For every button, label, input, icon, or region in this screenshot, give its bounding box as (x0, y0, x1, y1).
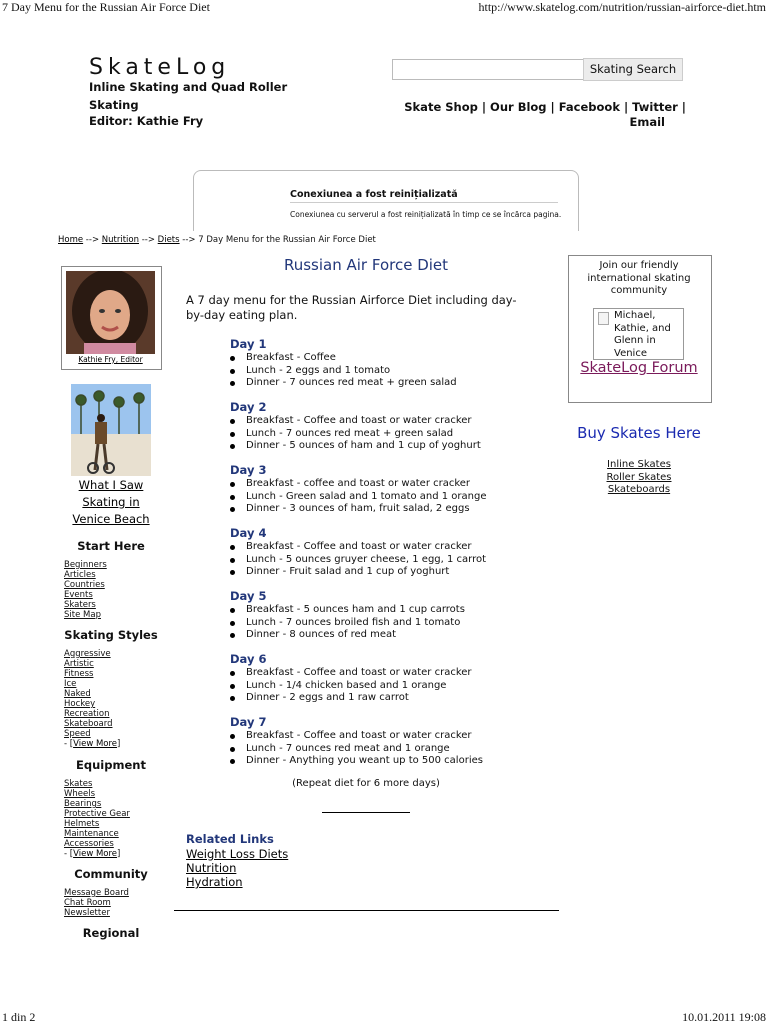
meal-item: Dinner - Anything you weant up to 500 calories (230, 755, 550, 768)
menu-item-wheels[interactable]: Wheels (64, 789, 96, 799)
day-heading: Day 6 (230, 652, 267, 666)
breadcrumb-nutrition[interactable]: Nutrition (101, 235, 139, 245)
print-page-number: 1 din 2 (2, 1010, 36, 1024)
day-heading: Day 2 (230, 400, 267, 414)
meal-item: Lunch - 7 ounces broiled fish and 1 tomato (230, 617, 550, 630)
top-nav-line2[interactable]: Email (629, 115, 665, 129)
menu-item-hockey[interactable]: Hockey (64, 699, 96, 709)
menu-item-site-map[interactable]: Site Map (64, 610, 101, 620)
meal-item: Lunch - 2 eggs and 1 tomato (230, 365, 550, 378)
day-block-2 (230, 401, 550, 453)
meal-item: Lunch - 1/4 chicken based and 1 orange (230, 680, 550, 693)
day-heading: Day 3 (230, 463, 267, 477)
meal-item: Breakfast - Coffee and toast or water cracker (230, 730, 550, 743)
breadcrumb-current: --> 7 Day Menu for the Russian Air Force Diet (179, 235, 376, 245)
meal-item: Dinner - 3 ounces of ham, fruit salad, 2 eggs (230, 503, 550, 516)
related-link-hydration[interactable]: Hydration (186, 875, 243, 889)
view-more-bracket: ] (117, 849, 121, 859)
meal-item: Dinner - 5 ounces of ham and 1 cup of yoghurt (230, 440, 550, 453)
menu-item-skaters[interactable]: Skaters (64, 600, 96, 610)
menu-item-ice[interactable]: Ice (64, 679, 77, 689)
meal-item: Breakfast - Coffee and toast or water cracker (230, 667, 550, 680)
meal-item: Breakfast - 5 ounces ham and 1 cup carrots (230, 604, 550, 617)
menu-item-articles[interactable]: Articles (64, 570, 96, 580)
menu-item-skateboard[interactable]: Skateboard (64, 719, 113, 729)
top-nav[interactable] (374, 100, 686, 130)
community-heading: Community (74, 867, 148, 881)
meal-item: Dinner - 2 eggs and 1 raw carrot (230, 692, 550, 705)
view-more-bracket: - [ (64, 849, 74, 859)
menu-item-maintenance[interactable]: Maintenance (64, 829, 119, 839)
skatelog-forum-link[interactable]: SkateLog Forum (580, 360, 698, 376)
editor-line (89, 114, 203, 128)
editor-name: Kathie Fry (136, 114, 204, 128)
community-menu (64, 888, 129, 918)
meal-item: Dinner - 7 ounces red meat + green salad (230, 377, 550, 390)
venice-beach-photo[interactable] (71, 384, 151, 476)
print-datetime: 10.01.2011 19:08 (682, 1010, 766, 1024)
menu-item-countries[interactable]: Countries (64, 580, 105, 590)
search-input[interactable] (392, 59, 584, 80)
day-heading: Day 4 (230, 526, 267, 540)
menu-item-naked[interactable]: Naked (64, 689, 91, 699)
start-here-menu (64, 560, 107, 620)
buy-skates-links (568, 459, 710, 497)
repeat-note: (Repeat diet for 6 more days) (292, 778, 440, 789)
menu-item-bearings[interactable]: Bearings (64, 799, 102, 809)
meal-item: Dinner - Fruit salad and 1 cup of yoghurt (230, 566, 550, 579)
menu-item-skates[interactable]: Skates (64, 779, 93, 789)
breadcrumb-sep: --> (139, 235, 158, 245)
editor-photo-caption[interactable]: Kathie Fry, Editor (78, 355, 143, 364)
connection-error-divider (290, 202, 558, 203)
buy-skates-heading: Buy Skates Here (577, 424, 701, 442)
venice-beach-caption-line[interactable]: Venice Beach (72, 512, 150, 526)
community-join-text: Join our friendly international skating community (587, 260, 691, 296)
menu-item-aggressive[interactable]: Aggressive (64, 649, 111, 659)
equipment-view-more-link[interactable]: View More (73, 849, 118, 859)
buy-link-skateboards[interactable]: Skateboards (607, 484, 671, 495)
members-image-alt: Michael, Kathie, and Glenn in Venice (614, 310, 671, 359)
related-links-heading: Related Links (186, 832, 274, 846)
day-block-1 (230, 338, 550, 390)
venice-beach-caption[interactable] (61, 477, 161, 528)
menu-item-events[interactable]: Events (64, 590, 93, 600)
menu-item-artistic[interactable]: Artistic (64, 659, 94, 669)
related-link-nutrition[interactable]: Nutrition (186, 861, 237, 875)
section-divider (322, 812, 410, 813)
meal-item: Breakfast - coffee and toast or water cracker (230, 478, 550, 491)
menu-item-beginners[interactable]: Beginners (64, 560, 107, 570)
equipment-menu (64, 779, 130, 859)
breadcrumb-sep: --> (83, 235, 102, 245)
meal-item: Dinner - 8 ounces of red meat (230, 629, 550, 642)
menu-item-message-board[interactable]: Message Board (64, 888, 129, 898)
day-block-4 (230, 527, 550, 579)
breadcrumb-home[interactable]: Home (58, 235, 84, 245)
day-heading: Day 1 (230, 337, 267, 351)
day-heading: Day 5 (230, 589, 267, 603)
connection-error-title: Conexiunea a fost reinițializată (290, 189, 458, 200)
breadcrumb (58, 235, 376, 245)
regional-heading: Regional (82, 926, 140, 940)
meal-item: Breakfast - Coffee and toast or water cracker (230, 415, 550, 428)
print-header-title: 7 Day Menu for the Russian Air Force Diet (2, 0, 210, 14)
day-block-6 (230, 653, 550, 705)
site-logo[interactable]: SkateLog (89, 55, 231, 80)
article-title: Russian Air Force Diet (283, 256, 449, 274)
view-more-bracket: - [ (64, 739, 74, 749)
day-block-5 (230, 590, 550, 642)
footer-divider (174, 910, 559, 911)
breadcrumb-diets[interactable]: Diets (157, 235, 180, 245)
meal-item: Breakfast - Coffee and toast or water cracker (230, 541, 550, 554)
skating-search-button[interactable]: Skating Search (583, 58, 683, 81)
related-link-weight-loss[interactable]: Weight Loss Diets (186, 847, 289, 861)
connection-error-panel (193, 170, 579, 231)
skating-styles-heading: Skating Styles (64, 628, 158, 642)
print-header-url: http://www.skatelog.com/nutrition/russian-airforce-diet.htm (478, 0, 766, 14)
meal-item: Breakfast - Coffee (230, 352, 550, 365)
venice-beach-caption-line[interactable]: Skating in (82, 495, 140, 509)
editor-photo[interactable] (66, 271, 155, 354)
menu-item-recreation[interactable]: Recreation (64, 709, 110, 719)
editor-label: Editor: (89, 114, 133, 128)
day-block-7 (230, 716, 550, 768)
menu-item-newsletter[interactable]: Newsletter (64, 908, 110, 918)
meal-item: Lunch - 7 ounces red meat and 1 orange (230, 743, 550, 756)
site-tagline: Inline Skating and Quad Roller Skating (89, 80, 288, 112)
day-block-3 (230, 464, 550, 516)
menu-item-fitness[interactable]: Fitness (64, 669, 94, 679)
menu-item-speed[interactable]: Speed (64, 729, 91, 739)
article-intro: A 7 day menu for the Russian Airforce Diet including day-by-day eating plan. (186, 293, 517, 322)
start-here-heading: Start Here (77, 539, 145, 553)
meal-item: Lunch - 7 ounces red meat + green salad (230, 428, 550, 441)
buy-link-roller-skates[interactable]: Roller Skates (606, 471, 672, 483)
broken-image-icon (598, 312, 609, 325)
equipment-heading: Equipment (76, 758, 146, 772)
venice-beach-caption-line[interactable]: What I Saw (78, 478, 144, 492)
connection-error-message: Conexiunea cu serverul a fost reinițializată în timp ce se încărca pagina. (290, 210, 562, 219)
day-heading: Day 7 (230, 715, 267, 729)
menu-item-accessories[interactable]: Accessories (64, 839, 114, 849)
meal-item: Lunch - 5 ounces gruyer cheese, 1 egg, 1 carrot (230, 554, 550, 567)
buy-link-inline-skates[interactable]: Inline Skates (607, 459, 671, 470)
skating-styles-menu (64, 649, 120, 749)
view-more-bracket: ] (117, 739, 121, 749)
styles-view-more-link[interactable]: View More (73, 739, 118, 749)
meal-item: Lunch - Green salad and 1 tomato and 1 orange (230, 491, 550, 504)
menu-item-helmets[interactable]: Helmets (64, 819, 100, 829)
menu-item-protective-gear[interactable]: Protective Gear (64, 809, 130, 819)
related-links (186, 847, 288, 889)
top-nav-line1[interactable]: Skate Shop | Our Blog | Facebook | Twitter | (404, 100, 686, 114)
menu-item-chat-room[interactable]: Chat Room (64, 898, 111, 908)
